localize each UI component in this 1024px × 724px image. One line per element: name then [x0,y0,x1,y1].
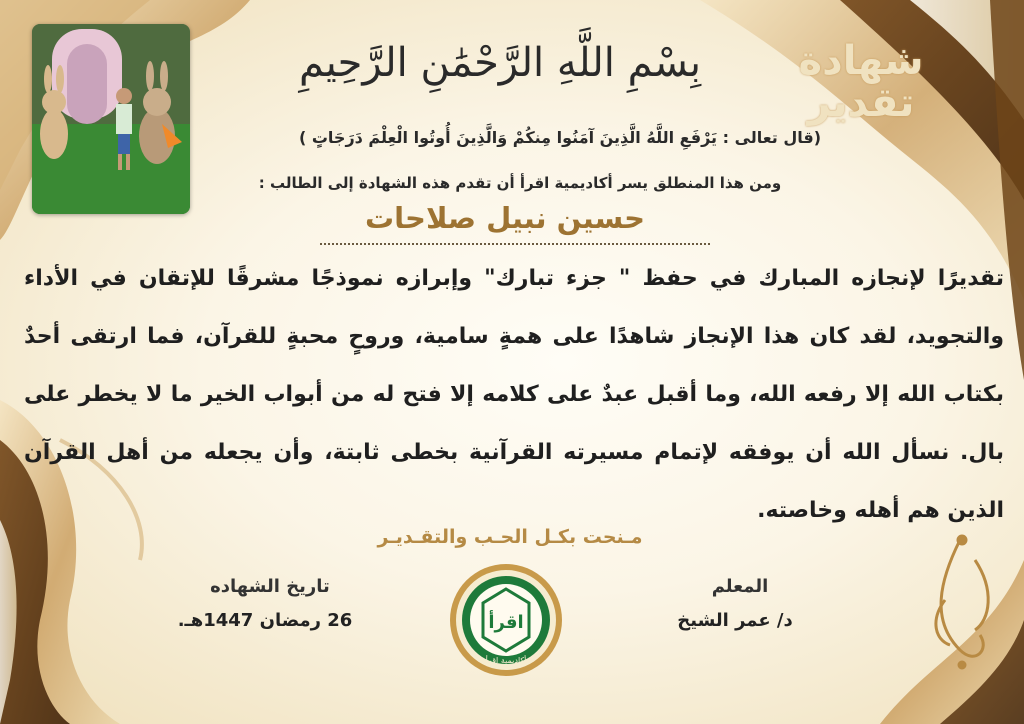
date-label: تاريخ الشهاده [210,576,330,597]
granted-line: مـنحت بكـل الحـب والتقـديـر [377,526,643,548]
date-value: 26 رمضان 1447هـ. [177,610,353,631]
student-name: حسين نبيل صلاحات [365,201,645,235]
logo-letters: اقرأ [488,612,524,633]
logo-text: أكاديمية اقرأ [485,656,527,665]
certificate-body: تقديرًا لإنجازه المبارك في حفظ " جزء تبارك" وإبرازه نموذجًا مشرقًا للإتقان في الأداء والتجويد، لقد كان هذا الإنجاز شاهدًا على همةٍ سامية، وروحٍ محبةٍ للقرآن، فما ارتقى أحدٌ بكتاب الله إلا رفعه الله، وما أقبل عبدٌ على كلامه إلا فتح له من أبواب الخير ما لا يخطر على بال. نسأل الله أن يوفقه لإتمام مسيرته القرآنية بخطى ثابتة، وأن يجعله من أهل القرآن الذين هم أهله وخاصته. [24,266,1004,523]
photo-scene [32,24,190,214]
quran-verse: (قال تعالى : يَرْفَعِ اللَّهُ الَّذِينَ آمَنُوا مِنكُمْ وَالَّذِينَ أُوتُوا الْعِلْمَ دَرَجَاتٍ ) [298,128,822,147]
academy-logo-emblem [449,563,563,677]
title-line-1: شهادة [798,38,924,84]
certificate-title [776,40,946,124]
basmala: بِسْمِ اللَّهِ الرَّحْمَٰنِ الرَّحِيمِ [298,40,702,86]
title-line-2: تقدير [807,80,915,126]
teacher-name: د/ عمر الشيخ [677,610,793,631]
name-underline [320,243,710,245]
intro-text: ومن هذا المنطلق يسر أكاديمية اقرأ أن تقدم هذه الشهادة إلى الطالب : [258,174,782,192]
student-photo [32,24,190,214]
teacher-label: المعلم [711,576,769,597]
